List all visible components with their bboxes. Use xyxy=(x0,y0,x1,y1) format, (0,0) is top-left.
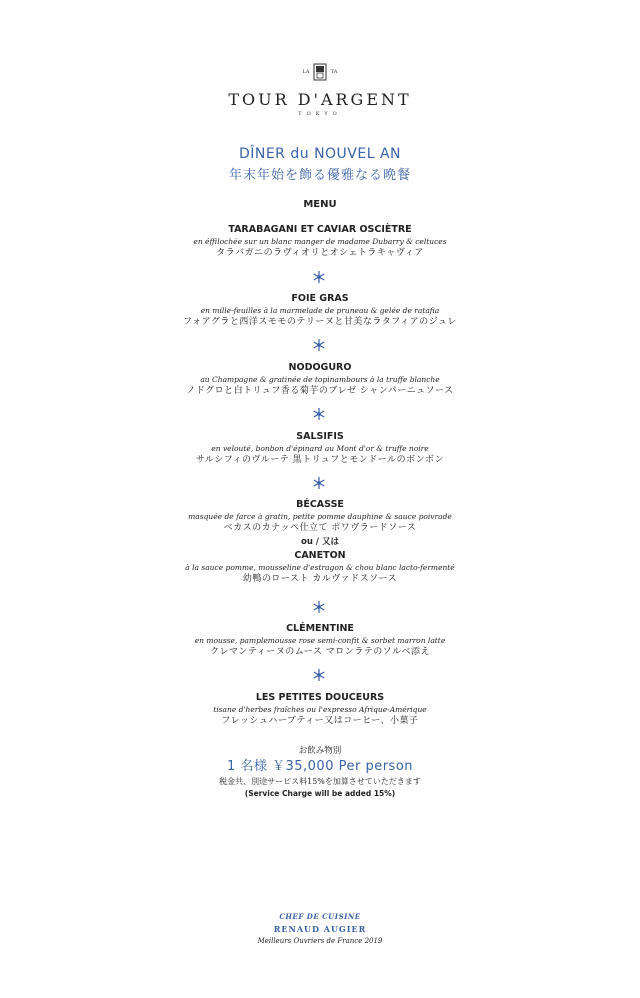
course-japanese: ノドグロと白トリュフ香る菊芋のブレゼ シャンパーニュソース xyxy=(186,386,454,396)
course-name: FOIE GRAS xyxy=(291,293,349,304)
course-description: tisane d'herbes fraîches ou l'expresso Afrique-Amérique xyxy=(213,705,427,714)
crest-icon xyxy=(300,62,340,84)
title-french: DÎNER du NOUVEL AN xyxy=(238,146,402,162)
logo xyxy=(0,62,640,117)
course-name: LES PETITES DOUCEURS xyxy=(255,692,385,703)
snowflake-icon xyxy=(312,476,326,490)
snowflake-icon xyxy=(312,270,326,284)
tax-note-japanese: 税金共、別途サービス料15%を加算させていただきます xyxy=(219,777,421,786)
course-japanese: 幼鴨のロースト カルヴァドスソース xyxy=(242,574,398,584)
chef-name: RENAUD AUGIER xyxy=(273,924,367,934)
course-item xyxy=(0,292,640,329)
chef-award: Meilleurs Ouvriers de France 2019 xyxy=(257,937,383,945)
course-name: BÉCASSE xyxy=(296,499,344,510)
course-description: au Champagne & gratinée de topinambours à la truffe blanche xyxy=(200,375,440,384)
pricing xyxy=(0,744,640,800)
course-japanese: クレマンティーヌのムース マロンラテのソルベ添え xyxy=(209,647,431,657)
course-japanese: タラバガニのラヴィオリとオシェトラキャヴィア xyxy=(216,248,424,258)
menu-heading: MENU xyxy=(303,199,337,210)
tax-note-english: (Service Charge will be added 15%) xyxy=(244,789,396,798)
chef-signature xyxy=(0,911,640,947)
course-description: en mousse, pamplemousse rose semi-confit & sorbet marron latte xyxy=(194,636,446,645)
course-japanese: フレッシュハーブティー又はコーヒー、小菓子 xyxy=(221,716,419,726)
course-description: en velouté, bonbon d'épinard au Mont d'or & truffe noire xyxy=(211,444,429,453)
snowflake-icon xyxy=(312,338,326,352)
course-item xyxy=(0,691,640,728)
course-japanese: フォアグラと西洋スモモのテリーヌと甘美なラタフィアのジュレ xyxy=(183,317,457,327)
course-description: masquée de farce à gratin, petite pomme dauphine & sauce poivrade xyxy=(188,512,452,521)
course-name: TARABAGANI ET CAVIAR OSCIÈTRE xyxy=(228,224,412,235)
crest-left-text: LA xyxy=(302,69,310,75)
course-item xyxy=(0,361,640,398)
chef-title: CHEF DE CUISINE xyxy=(279,912,361,921)
snowflake-icon xyxy=(312,600,326,614)
snowflake-icon xyxy=(312,668,326,682)
course-name: SALSIFIS xyxy=(296,431,344,442)
crest-right-text: TA xyxy=(330,69,338,75)
or-label: ou / 又は xyxy=(301,537,339,547)
course-name: CANETON xyxy=(294,550,346,561)
course-item xyxy=(0,622,640,659)
course-description: en mille-feuilles à la marmelade de pruneau & gelée de ratafia xyxy=(200,306,440,315)
course-item xyxy=(0,430,640,467)
brand-location: TOKYO xyxy=(298,111,342,117)
price: 1 名様 ￥35,000 Per person xyxy=(226,759,414,774)
drinks-note: お飲み物別 xyxy=(298,746,342,756)
course-item xyxy=(0,223,640,260)
course-name: NODOGURO xyxy=(288,362,352,373)
course-japanese: サルシフィのヴルーテ 黒トリュフとモンドールのボンボン xyxy=(195,455,445,465)
page-title xyxy=(0,146,640,183)
brand-name: TOUR D'ARGENT xyxy=(228,90,412,109)
snowflake-icon xyxy=(312,407,326,421)
course-name: CLÉMENTINE xyxy=(286,623,354,634)
title-japanese: 年末年始を飾る優雅なる晩餐 xyxy=(228,168,411,183)
course-description: en éffilochée sur un blanc manger de madame Dubarry & celtuces xyxy=(193,237,447,246)
course-item xyxy=(0,498,640,586)
course-description: à la sauce pomme, mousseline d'estragon & chou blanc lacto-fermenté xyxy=(185,563,455,572)
course-japanese: ベカスのカナッペ仕立て ポワヴラードソース xyxy=(223,523,417,533)
